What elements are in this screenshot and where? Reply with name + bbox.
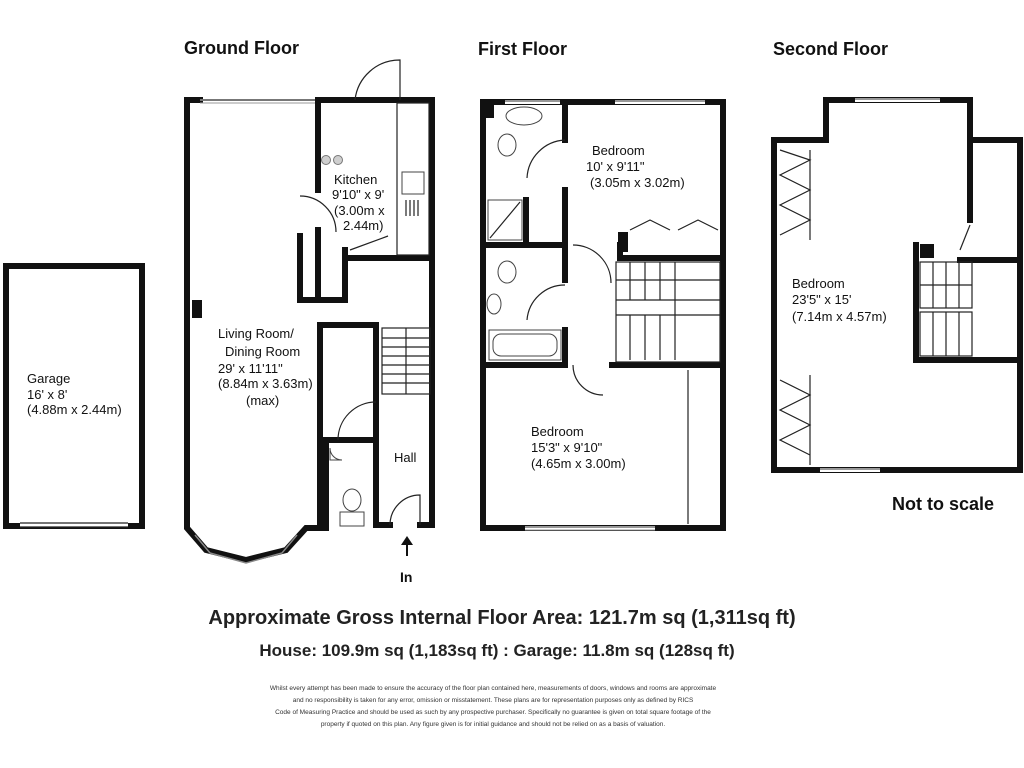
toilet-icon bbox=[343, 489, 361, 511]
disclaimer-line: property if quoted on this plan. Any figure given is for initial guidance and should not be relied on as a basis of valuation. bbox=[320, 721, 666, 728]
bedroom-first-bottom-imperial: 15'3" x 9'10" bbox=[531, 440, 603, 455]
bedroom-second-label: Bedroom bbox=[792, 276, 845, 291]
ground-floor-title: Ground Floor bbox=[184, 38, 299, 58]
kitchen-door bbox=[355, 60, 400, 100]
bedroom-second-imperial: 23'5" x 15' bbox=[792, 292, 852, 307]
bedroom-first-top-label: Bedroom bbox=[592, 143, 645, 158]
toilet-icon bbox=[498, 134, 516, 156]
hob-icon bbox=[322, 156, 331, 165]
bedroom-first-bottom-metric: (4.65m x 3.00m) bbox=[531, 456, 626, 471]
entrance-label: In bbox=[400, 569, 413, 585]
living-imperial: 29' x 11'11" bbox=[218, 361, 283, 376]
disclaimer-line: Whilst every attempt has been made to ensure the accuracy of the floor plan contained here, measurements of doors, windows and rooms are approximate bbox=[269, 685, 717, 692]
first-floor-title: First Floor bbox=[478, 39, 567, 59]
not-to-scale-note: Not to scale bbox=[892, 494, 995, 514]
living-label-a: Living Room/ bbox=[218, 326, 294, 341]
garage-label: Garage bbox=[27, 371, 71, 386]
ground-stairs bbox=[382, 328, 430, 394]
disclaimer-line: Code of Measuring Practice and should be used as such by any prospective purchaser. Specifically no guarantee is given on total square footage of the bbox=[275, 709, 711, 716]
living-metric: (8.84m x 3.63m) bbox=[218, 376, 313, 391]
basin-icon bbox=[487, 294, 501, 314]
sink-icon bbox=[402, 172, 424, 194]
living-label-b: Dining Room bbox=[225, 344, 301, 359]
second-stairs bbox=[920, 262, 972, 356]
disclaimer-line: and no responsibility is taken for any error, omission or misstatement. These plans are for representation purposes only as defined by RICS bbox=[292, 697, 694, 704]
bedroom-first-top-metric: (3.05m x 3.02m) bbox=[590, 175, 685, 190]
area-breakdown: House: 109.9m sq (1,183sq ft) : Garage: 11.8m sq (128sq ft) bbox=[259, 641, 735, 660]
toilet-icon bbox=[498, 261, 516, 283]
basin-icon bbox=[330, 448, 342, 460]
garage-metric: (4.88m x 2.44m) bbox=[27, 402, 122, 417]
kitchen-imperial: 9'10" x 9' bbox=[332, 187, 385, 202]
ground-floor-plan bbox=[187, 60, 432, 563]
pillar bbox=[192, 300, 202, 318]
second-floor-title: Second Floor bbox=[773, 39, 889, 59]
bedroom-second-metric: (7.14m x 4.57m) bbox=[792, 309, 887, 324]
garage-imperial: 16' x 8' bbox=[27, 387, 68, 402]
wardrobe-doors bbox=[630, 220, 718, 230]
total-area: Approximate Gross Internal Floor Area: 121.7m sq (1,311sq ft) bbox=[208, 607, 796, 629]
bedroom-first-bottom-label: Bedroom bbox=[531, 424, 584, 439]
hall-label: Hall bbox=[394, 450, 417, 465]
basin-icon bbox=[506, 107, 542, 125]
kitchen-metric-b: 2.44m) bbox=[343, 218, 384, 233]
living-note: (max) bbox=[246, 393, 280, 408]
front-door bbox=[390, 495, 420, 525]
first-stairs bbox=[616, 262, 720, 362]
hall-door bbox=[338, 402, 376, 440]
kitchen-metric-a: (3.00m x bbox=[334, 203, 385, 218]
wardrobe-doors bbox=[780, 150, 810, 235]
bedroom-first-top-imperial: 10' x 9'11" bbox=[586, 159, 645, 174]
kitchen-label: Kitchen bbox=[334, 172, 378, 187]
